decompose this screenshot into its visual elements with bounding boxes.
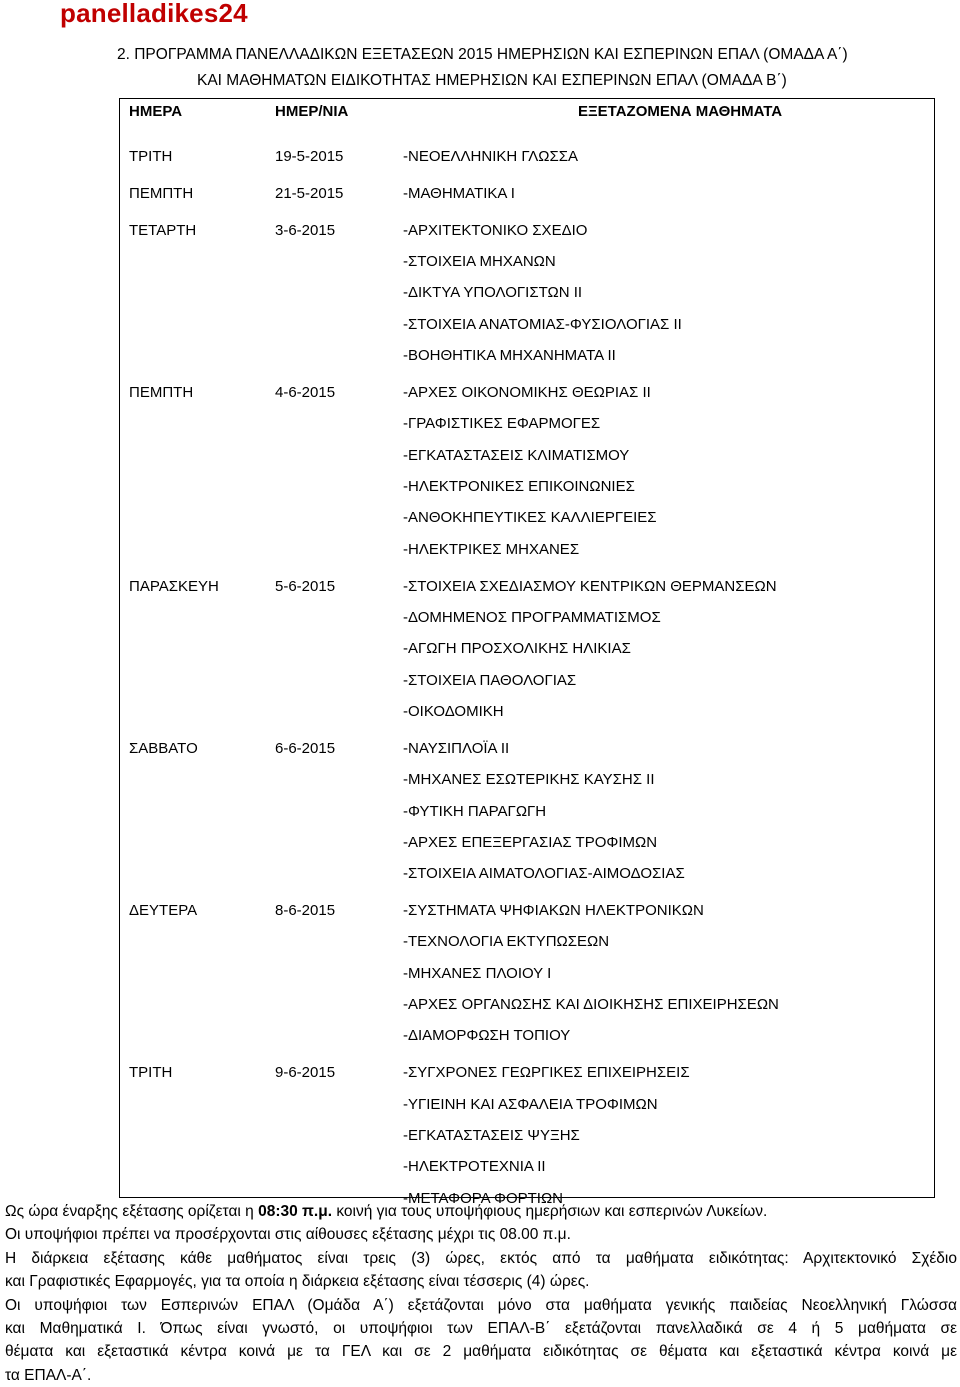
- row-day: ΣΑΒΒΑΤΟ: [129, 739, 198, 757]
- note-evening-3: θέματα και εξεταστικά κέντρα κοινά με τα ΓΕΛ και σε 2 μαθήματα ειδικότητας σε θέματα και εξεταστικά κέντρα κοινά με: [5, 1343, 957, 1361]
- row-subject: -ΔΟΜΗΜΕΝΟΣ ΠΡΟΓΡΑΜΜΑΤΙΣΜΟΣ: [403, 608, 661, 626]
- row-subject: -ΜΕΤΑΦΟΡΑ ΦΟΡΤΙΩΝ: [403, 1189, 564, 1207]
- note-evening-2: και Μαθηματικά Ι. Όπως είναι γνωστό, οι υποψήφιοι των ΕΠΑΛ-Β΄ εξετάζονται πανελλαδικά σε 4 ή 5 μαθήματα σε: [5, 1319, 957, 1337]
- row-day: ΠΑΡΑΣΚΕΥΗ: [129, 577, 219, 595]
- row-subject: -ΑΡΧΕΣ ΟΙΚΟΝΟΜΙΚΗΣ ΘΕΩΡΙΑΣ ΙΙ: [403, 383, 651, 401]
- row-date: 21-5-2015: [275, 184, 344, 202]
- row-subject: -ΣΤΟΙΧΕΙΑ ΑΝΑΤΟΜΙΑΣ-ΦΥΣΙΟΛΟΓΙΑΣ ΙΙ: [403, 315, 682, 333]
- row-subject: -ΑΡΧΕΣ ΟΡΓΑΝΩΣΗΣ ΚΑΙ ΔΙΟΙΚΗΣΗΣ ΕΠΙΧΕΙΡΗΣΕΩΝ: [403, 996, 779, 1014]
- row-date: 6-6-2015: [275, 739, 336, 757]
- row-subject: -ΣΤΟΙΧΕΙΑ ΣΧΕΔΙΑΣΜΟΥ ΚΕΝΤΡΙΚΩΝ ΘΕΡΜΑΝΣΕΩΝ: [403, 577, 777, 595]
- site-logo: panelladikes24: [60, 0, 248, 28]
- row-subject: -ΗΛΕΚΤΡΟΤΕΧΝΙΑ ΙΙ: [403, 1158, 546, 1176]
- note-start-time: [5, 1200, 957, 1223]
- row-subject: -ΤΕΧΝΟΛΟΓΙΑ ΕΚΤΥΠΩΣΕΩΝ: [403, 933, 610, 951]
- row-day: ΤΡΙΤΗ: [129, 1064, 173, 1082]
- row-subject: -ΥΓΙΕΙΝΗ ΚΑΙ ΑΣΦΑΛΕΙΑ ΤΡΟΦΙΜΩΝ: [403, 1095, 658, 1113]
- row-subject: -ΕΓΚΑΤΑΣΤΑΣΕΙΣ ΨΥΞΗΣ: [403, 1127, 580, 1144]
- row-day: ΔΕΥΤΕΡΑ: [129, 902, 198, 920]
- row-subject: -ΣΥΓΧΡΟΝΕΣ ΓΕΩΡΓΙΚΕΣ ΕΠΙΧΕΙΡΗΣΕΙΣ: [403, 1064, 690, 1082]
- row-day: ΤΕΤΑΡΤΗ: [129, 221, 197, 239]
- row-date: 3-6-2015: [275, 221, 336, 239]
- note-evening-4: τα ΕΠΑΛ-Α΄.: [5, 1366, 92, 1384]
- row-date: 4-6-2015: [275, 383, 336, 401]
- row-date: 5-6-2015: [275, 577, 336, 595]
- row-subject: -ΔΙΑΜΟΡΦΩΣΗ ΤΟΠΙΟΥ: [403, 1027, 571, 1045]
- header-day: ΗΜΕΡΑ: [129, 103, 183, 120]
- exam-notes: [5, 1200, 957, 1387]
- note-duration-1: Η διάρκεια εξέτασης κάθε μαθήματος είναι τρεις (3) ώρες, εκτός από τα μαθήματα ειδικότητας: Αρχιτεκτονικό Σχέδιο: [5, 1249, 957, 1267]
- note-arrival: Οι υποψήφιοι πρέπει να προσέρχονται στις αίθουσες εξέτασης μέχρι τις 08.00 π.μ.: [5, 1226, 571, 1244]
- row-subject: -ΟΙΚΟΔΟΜΙΚΗ: [403, 702, 504, 720]
- row-date: 9-6-2015: [275, 1064, 336, 1082]
- row-day: ΠΕΜΠΤΗ: [129, 383, 194, 401]
- row-subject: -ΒΟΗΘΗΤΙΚΑ ΜΗΧΑΝΗΜΑΤΑ ΙΙ: [403, 347, 616, 365]
- row-subject: -ΑΝΘΟΚΗΠΕΥΤΙΚΕΣ ΚΑΛΛΙΕΡΓΕΙΕΣ: [403, 509, 657, 527]
- note-start-post: κοινή για τους υποψήφιους ημερήσιων και εσπερινών Λυκείων.: [332, 1203, 768, 1220]
- row-subject: -ΜΗΧΑΝΕΣ ΕΣΩΤΕΡΙΚΗΣ ΚΑΥΣΗΣ ΙΙ: [403, 771, 655, 789]
- row-subject: -ΣΤΟΙΧΕΙΑ ΠΑΘΟΛΟΓΙΑΣ: [403, 671, 577, 689]
- row-subject: -ΜΑΘΗΜΑΤΙΚΑ Ι: [403, 184, 515, 202]
- exam-schedule-table: [119, 98, 935, 1207]
- title-line-1: 2. ΠΡΟΓΡΑΜΜΑ ΠΑΝΕΛΛΑΔΙΚΩΝ ΕΞΕΤΑΣΕΩΝ 2015 ΗΜΕΡΗΣΙΩΝ ΚΑΙ ΕΣΠΕΡΙΝΩΝ ΕΠΑΛ (ΟΜΑΔΑ Α΄): [117, 46, 848, 63]
- row-day: ΤΡΙΤΗ: [129, 148, 173, 165]
- row-subject: -ΝΑΥΣΙΠΛΟΪΑ ΙΙ: [403, 739, 510, 757]
- row-subject: -ΦΥΤΙΚΗ ΠΑΡΑΓΩΓΗ: [403, 802, 547, 820]
- row-subject: -ΗΛΕΚΤΡΟΝΙΚΕΣ ΕΠΙΚΟΙΝΩΝΙΕΣ: [403, 478, 635, 495]
- note-duration-2: και Γραφιστικές Εφαρμογές, για τα οποία η διάρκεια εξέτασης είναι τέσσερις (4) ώρες.: [5, 1273, 590, 1291]
- row-subject: -ΝΕΟΕΛΛΗΝΙΚΗ ΓΛΩΣΣΑ: [403, 148, 579, 165]
- row-day: ΠΕΜΠΤΗ: [129, 184, 194, 202]
- note-evening-1: Οι υποψήφιοι των Εσπερινών ΕΠΑΛ (Ομάδα Α΄) εξετάζονται μόνο στα μαθήματα γενικής παιδείας Νεοελληνική Γλώσσα: [5, 1296, 957, 1314]
- header-date: ΗΜΕΡ/ΝΙΑ: [275, 103, 349, 120]
- row-subject: -ΑΡΧΙΤΕΚΤΟΝΙΚΟ ΣΧΕΔΙΟ: [403, 221, 588, 239]
- row-subject: -ΑΓΩΓΗ ΠΡΟΣΧΟΛΙΚΗΣ ΗΛΙΚΙΑΣ: [403, 640, 631, 658]
- row-date: 19-5-2015: [275, 148, 344, 165]
- row-subject: -ΣΤΟΙΧΕΙΑ ΜΗΧΑΝΩΝ: [403, 253, 556, 271]
- row-subject: -ΕΓΚΑΤΑΣΤΑΣΕΙΣ ΚΛΙΜΑΤΙΣΜΟΥ: [403, 446, 630, 464]
- row-subject: -ΗΛΕΚΤΡΙΚΕΣ ΜΗΧΑΝΕΣ: [403, 540, 580, 558]
- note-start-pre: Ως ώρα έναρξης εξέτασης ορίζεται η: [5, 1203, 259, 1220]
- row-subject: -ΜΗΧΑΝΕΣ ΠΛΟΙΟΥ Ι: [403, 964, 552, 982]
- row-date: 8-6-2015: [275, 902, 336, 920]
- title-line-2: ΚΑΙ ΜΑΘΗΜΑΤΩΝ ΕΙΔΙΚΟΤΗΤΑΣ ΗΜΕΡΗΣΙΩΝ ΚΑΙ ΕΣΠΕΡΙΝΩΝ ΕΠΑΛ (ΟΜΑΔΑ Β΄): [197, 72, 787, 89]
- header-subjects: ΕΞΕΤΑΖΟΜΕΝΑ ΜΑΘΗΜΑΤΑ: [578, 103, 783, 120]
- document-title: [107, 42, 867, 94]
- row-subject: -ΔΙΚΤΥΑ ΥΠΟΛΟΓΙΣΤΩΝ ΙΙ: [403, 284, 583, 302]
- row-subject: -ΣΤΟΙΧΕΙΑ ΑΙΜΑΤΟΛΟΓΙΑΣ-ΑΙΜΟΔΟΣΙΑΣ: [403, 865, 685, 883]
- row-subject: -ΓΡΑΦΙΣΤΙΚΕΣ ΕΦΑΡΜΟΓΕΣ: [403, 415, 601, 433]
- note-start-time-value: 08:30 π.μ.: [258, 1203, 333, 1220]
- row-subject: -ΑΡΧΕΣ ΕΠΕΞΕΡΓΑΣΙΑΣ ΤΡΟΦΙΜΩΝ: [403, 833, 658, 851]
- row-subject: -ΣΥΣΤΗΜΑΤΑ ΨΗΦΙΑΚΩΝ ΗΛΕΚΤΡΟΝΙΚΩΝ: [403, 902, 704, 920]
